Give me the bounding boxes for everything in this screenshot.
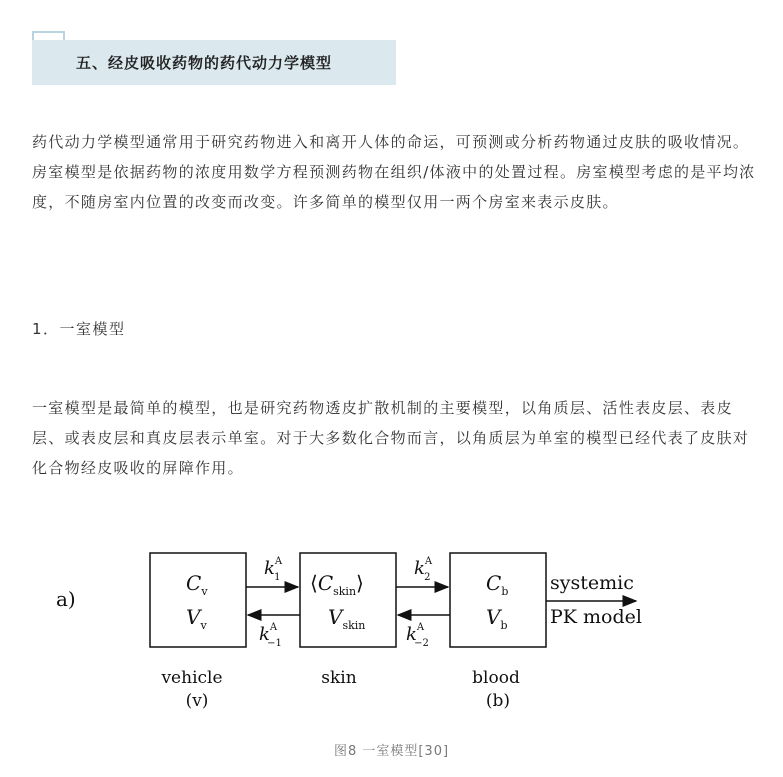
blood-conc: $C_b$	[486, 571, 509, 598]
vehicle-label: vehicle	[161, 668, 223, 688]
rate-k2: $k^A$ 2	[414, 556, 433, 583]
skin-vol: $V_{skin}$	[328, 605, 366, 632]
intro-paragraph: 药代动力学模型通常用于研究药物进入和离开人体的命运，可预测或分析药物通过皮肤的吸收情况。房室模型是依据药物的浓度用数学方程预测药物在组织/体液中的处置过程。房室模型考虑的是平均浓度，不随房室内位置的改变而改变。许多简单的模型仅用一两个房室来表示皮肤。	[32, 133, 756, 211]
blood-label: blood	[472, 668, 520, 688]
figure-caption: 图8 一室模型[30]	[333, 744, 450, 759]
rate-k-1: $k^A -1$	[259, 622, 282, 649]
subsection-heading: 1．一室模型	[32, 320, 126, 338]
output-systemic: systemic	[550, 572, 634, 594]
blood-box	[450, 553, 546, 647]
output-pk-model: PK model	[550, 606, 642, 628]
skin-conc: $⟨C_{skin}⟩$	[310, 571, 364, 598]
panel-label: a)	[56, 587, 76, 611]
vehicle-conc: $C_v$	[186, 571, 208, 598]
section-heading: 五、经皮吸收药物的药代动力学模型	[76, 54, 333, 72]
vehicle-vol: $V_v$	[186, 605, 207, 632]
rate-k-2: $k^A -2$	[406, 622, 429, 649]
one-compartment-diagram	[40, 540, 740, 720]
subsection-paragraph: 一室模型是最简单的模型，也是研究药物透皮扩散机制的主要模型，以角质层、活性表皮层、表皮层、或表皮层和真皮层表示单室。对于大多数化合物而言，以角质层为单室的模型已经代表了皮肤对化合物经皮吸收的屏障作用。	[32, 399, 750, 477]
skin-label: skin	[321, 668, 357, 688]
rate-k1: $k^A$ 1	[264, 556, 283, 583]
vehicle-label-abbr: (v)	[185, 691, 209, 711]
blood-vol: $V_b$	[486, 605, 508, 632]
blood-label-abbr: (b)	[485, 691, 511, 711]
vehicle-box	[150, 553, 246, 647]
skin-box	[300, 553, 396, 647]
